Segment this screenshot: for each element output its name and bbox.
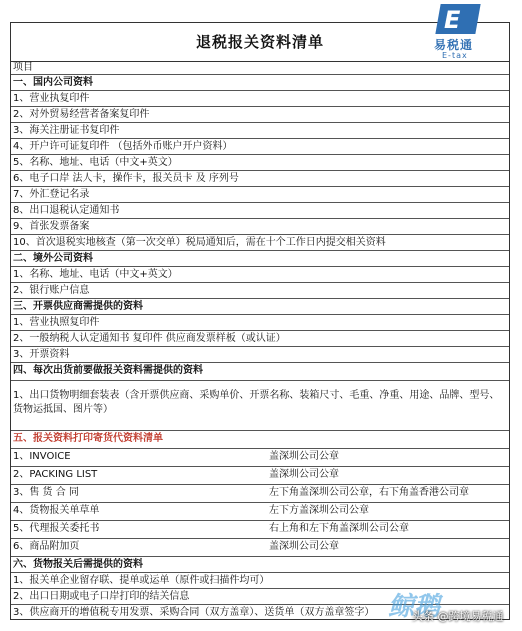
table-row: 6、商品附加页 盖深圳公司公章 [11,539,509,557]
list-item: 3、海关注册证书复印件 [11,123,509,139]
list-item: 5、名称、地址、电话（中文+英文） [11,155,509,171]
list-item: 1、营业执复印件 [11,91,509,107]
list-item: 3、开票资料 [11,347,509,363]
list-item: 7、外汇登记名录 [11,187,509,203]
watermark: 鲸鹅 头条 @跨境易税通 [388,592,504,623]
list-item: 9、首张发票备案 [11,219,509,235]
section-heading: 一、国内公司资料 [11,75,509,91]
header-label: 项目 [13,62,33,73]
table-row: 3、售 货 合 同 左下角盖深圳公司公章，右下角盖香港公司章 [11,485,509,503]
section-heading: 四、每次出货前要做报关资料需提供的资料 [11,363,509,381]
table-row: 2、PACKING LIST 盖深圳公司公章 [11,467,509,485]
list-item: 2、对外贸易经营者备案复印件 [11,107,509,123]
list-item: 1、出口货物明细套装表（含开票供应商、采购单价、开票名称、装箱尺寸、毛重、净重、用途、品牌、型号、货物运抵国、图片等） [11,381,509,431]
list-item: 6、电子口岸 法人卡，操作卡，报关员卡 及 序列号 [11,171,509,187]
table-row: 1、INVOICE 盖深圳公司公章 [11,449,509,467]
list-item: 1、报关单企业留存联、提单或运单（原件或扫描件均可） [11,573,509,589]
section-heading: 六、货物报关后需提供的资料 [11,557,509,573]
list-item: 3、供应商开的增值税专用发票、采购合同（双方盖章）、送货单（双方盖章签字） [13,607,375,618]
list-item: 2、出口日期或电子口岸打印的结关信息 [11,589,509,605]
header-label-row [11,61,509,75]
list-item: 4、开户许可证复印件 （包括外币账户开户资料） [11,139,509,155]
section-heading: 三、开票供应商需提供的资料 [11,299,509,315]
table-row: 4、货物报关单草单 左下方盖深圳公司公章 [11,503,509,521]
list-item: 1、营业执照复印件 [11,315,509,331]
list-item: 10、首次退税实地核查（第一次交单）税局通知后，需在十个工作日内提交相关资料 [11,235,509,251]
section-heading: 二、境外公司资料 [11,251,509,267]
list-item: 8、出口退税认定通知书 [11,203,509,219]
checklist-table [10,22,510,620]
list-item: 2、银行账户信息 [11,283,509,299]
table-row: 5、代理报关委托书 右上角和左下角盖深圳公司公章 [11,521,509,539]
list-item: 2、一般纳税人认定通知书 复印件 供应商发票样板（或认证） [11,331,509,347]
etax-logo: E 易税通 E-tax [432,4,506,62]
list-item: 1、名称、地址、电话（中文+英文） [11,267,509,283]
page-title: 退税报关资料清单 [11,23,509,62]
section-heading: 五、报关资料打印寄货代资料清单 [11,431,509,449]
